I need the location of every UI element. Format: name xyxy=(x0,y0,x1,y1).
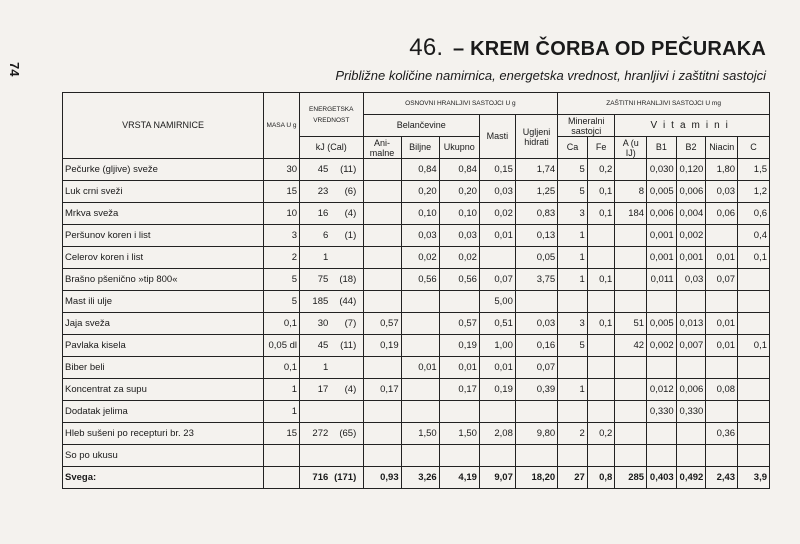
cell-c: 0,1 xyxy=(738,247,770,269)
cell-anim xyxy=(363,159,401,181)
cell-b1: 0,403 xyxy=(647,467,677,489)
header-ukupno: Ukupno xyxy=(439,137,479,159)
cell-b1: 0,002 xyxy=(647,335,677,357)
cell-nia xyxy=(706,401,738,423)
cell-energy xyxy=(300,313,363,335)
cell-energy xyxy=(300,445,363,467)
cell-a xyxy=(615,357,647,379)
cell-nia: 2,43 xyxy=(706,467,738,489)
header-kj: kJ xyxy=(315,142,325,152)
cell-fe xyxy=(587,247,615,269)
cell-b2: 0,006 xyxy=(676,181,706,203)
cell-bilj: 0,84 xyxy=(401,159,439,181)
cell-masa: 5 xyxy=(264,269,300,291)
header-c: C xyxy=(738,137,770,159)
cell-name: Jaja sveža xyxy=(63,313,264,335)
cell-bilj xyxy=(401,445,439,467)
cell-bilj: 0,10 xyxy=(401,203,439,225)
cell-fe xyxy=(587,357,615,379)
page-subtitle: Približne količine namirnica, energetska vrednost, hranljivi i zaštitni sastojci xyxy=(335,68,766,83)
cell-masa: 0,1 xyxy=(264,357,300,379)
cell-c xyxy=(738,401,770,423)
cell-uk: 0,84 xyxy=(439,159,479,181)
cell-name: Pečurke (gljive) sveže xyxy=(63,159,264,181)
cell-nia: 0,01 xyxy=(706,335,738,357)
cell-name: Pavlaka kisela xyxy=(63,335,264,357)
cell-anim xyxy=(363,203,401,225)
cell-bilj: 1,50 xyxy=(401,423,439,445)
header-b2: B2 xyxy=(676,137,706,159)
table-row xyxy=(63,159,770,181)
cell-nia: 0,06 xyxy=(706,203,738,225)
cell-anim: 0,19 xyxy=(363,335,401,357)
cell-nia xyxy=(706,445,738,467)
cell-ugh: 18,20 xyxy=(515,467,557,489)
cell-c xyxy=(738,269,770,291)
cell-kj: 45 xyxy=(317,340,329,351)
cell-ugh: 9,80 xyxy=(515,423,557,445)
cell-a: 42 xyxy=(615,335,647,357)
cell-uk: 1,50 xyxy=(439,423,479,445)
cell-masti: 2,08 xyxy=(479,423,515,445)
cell-cal: (65) xyxy=(339,428,357,439)
cell-nia: 0,08 xyxy=(706,379,738,401)
page-title xyxy=(409,34,766,62)
cell-b2: 0,03 xyxy=(676,269,706,291)
cell-anim: 0,17 xyxy=(363,379,401,401)
cell-a xyxy=(615,269,647,291)
cell-c: 0,4 xyxy=(738,225,770,247)
table-row xyxy=(63,401,770,423)
cell-b2 xyxy=(676,357,706,379)
table-row xyxy=(63,225,770,247)
cell-masti: 0,01 xyxy=(479,225,515,247)
cell-b1 xyxy=(647,445,677,467)
cell-ugh xyxy=(515,445,557,467)
header-kj-cal xyxy=(300,137,363,159)
header-ugljeni: Ugljeni hidrati xyxy=(515,115,557,159)
cell-masa xyxy=(264,467,300,489)
cell-bilj xyxy=(401,401,439,423)
cell-energy xyxy=(300,401,363,423)
cell-uk: 0,10 xyxy=(439,203,479,225)
cell-ca xyxy=(558,357,588,379)
cell-b2: 0,492 xyxy=(676,467,706,489)
cell-b2: 0,013 xyxy=(676,313,706,335)
cell-energy xyxy=(300,291,363,313)
cell-b2 xyxy=(676,445,706,467)
cell-kj: 6 xyxy=(322,230,329,241)
cell-bilj xyxy=(401,313,439,335)
cell-kj: 45 xyxy=(317,164,329,175)
cell-name: Hleb sušeni po recepturi br. 23 xyxy=(63,423,264,445)
table-row xyxy=(63,357,770,379)
cell-bilj: 0,02 xyxy=(401,247,439,269)
page-number: 74 xyxy=(7,62,22,77)
cell-uk: 0,17 xyxy=(439,379,479,401)
table-row xyxy=(63,203,770,225)
cell-c xyxy=(738,291,770,313)
cell-cal: (4) xyxy=(344,208,357,219)
cell-c xyxy=(738,423,770,445)
cell-energy xyxy=(300,335,363,357)
cell-energy xyxy=(300,467,363,489)
cell-b2: 0,004 xyxy=(676,203,706,225)
cell-cal: (1) xyxy=(344,230,357,241)
cell-anim xyxy=(363,445,401,467)
cell-fe xyxy=(587,291,615,313)
cell-c xyxy=(738,313,770,335)
cell-energy xyxy=(300,269,363,291)
cell-cal: (7) xyxy=(344,318,357,329)
cell-c xyxy=(738,445,770,467)
header-ca: Ca xyxy=(558,137,588,159)
cell-masti: 0,02 xyxy=(479,203,515,225)
cell-masa: 15 xyxy=(264,181,300,203)
cell-ca: 1 xyxy=(558,269,588,291)
cell-fe: 0,2 xyxy=(587,159,615,181)
cell-uk: 0,57 xyxy=(439,313,479,335)
table-row xyxy=(63,247,770,269)
cell-name: Biber beli xyxy=(63,357,264,379)
cell-masti: 0,01 xyxy=(479,357,515,379)
table-row xyxy=(63,291,770,313)
cell-fe: 0,1 xyxy=(587,313,615,335)
header-masa: MASA U g xyxy=(264,93,300,159)
cell-ca xyxy=(558,445,588,467)
table-row xyxy=(63,379,770,401)
cell-ca: 5 xyxy=(558,335,588,357)
cell-ca: 27 xyxy=(558,467,588,489)
cell-masti: 1,00 xyxy=(479,335,515,357)
cell-energy xyxy=(300,379,363,401)
cell-cal: (11) xyxy=(340,164,357,175)
cell-b2: 0,007 xyxy=(676,335,706,357)
cell-b1: 0,001 xyxy=(647,225,677,247)
cell-kj: 17 xyxy=(317,384,329,395)
cell-name: Koncentrat za supu xyxy=(63,379,264,401)
cell-b2 xyxy=(676,423,706,445)
table-row xyxy=(63,269,770,291)
cell-cal: (6) xyxy=(344,186,357,197)
cell-bilj xyxy=(401,291,439,313)
header-mineralni: Mineralni sastojci xyxy=(558,115,615,137)
cell-a xyxy=(615,247,647,269)
cell-b2: 0,330 xyxy=(676,401,706,423)
cell-cal: (171) xyxy=(334,472,357,483)
cell-ugh: 0,05 xyxy=(515,247,557,269)
header-fe: Fe xyxy=(587,137,615,159)
cell-b1 xyxy=(647,291,677,313)
cell-name: Mrkva sveža xyxy=(63,203,264,225)
cell-c: 3,9 xyxy=(738,467,770,489)
cell-fe: 0,1 xyxy=(587,269,615,291)
cell-anim xyxy=(363,181,401,203)
cell-b1: 0,011 xyxy=(647,269,677,291)
cell-a: 184 xyxy=(615,203,647,225)
cell-a: 51 xyxy=(615,313,647,335)
cell-masa: 2 xyxy=(264,247,300,269)
cell-fe: 0,8 xyxy=(587,467,615,489)
cell-fe xyxy=(587,335,615,357)
cell-kj: 30 xyxy=(317,318,329,329)
cell-a xyxy=(615,423,647,445)
header-belancevine: Belančevine xyxy=(363,115,479,137)
cell-b1: 0,006 xyxy=(647,203,677,225)
cell-uk: 4,19 xyxy=(439,467,479,489)
cell-ca: 5 xyxy=(558,181,588,203)
cell-b1 xyxy=(647,423,677,445)
cell-energy xyxy=(300,423,363,445)
header-energetska: ENERGETSKA VREDNOST xyxy=(300,93,363,137)
cell-kj: 75 xyxy=(317,274,329,285)
cell-name: So po ukusu xyxy=(63,445,264,467)
cell-masti: 0,15 xyxy=(479,159,515,181)
cell-uk: 0,56 xyxy=(439,269,479,291)
cell-ugh: 1,74 xyxy=(515,159,557,181)
cell-bilj: 3,26 xyxy=(401,467,439,489)
header-vrsta: VRSTA NAMIRNICE xyxy=(63,93,264,159)
cell-fe xyxy=(587,401,615,423)
cell-uk xyxy=(439,291,479,313)
cell-cal: (11) xyxy=(340,340,357,351)
cell-c: 0,1 xyxy=(738,335,770,357)
recipe-title: – KREM ČORBA OD PEČURAKA xyxy=(453,38,766,60)
cell-uk: 0,19 xyxy=(439,335,479,357)
cell-name: Luk crni sveži xyxy=(63,181,264,203)
cell-kj: 272 xyxy=(312,428,329,439)
cell-fe xyxy=(587,225,615,247)
table-row xyxy=(63,335,770,357)
cell-a xyxy=(615,291,647,313)
cell-bilj xyxy=(401,335,439,357)
cell-masa: 15 xyxy=(264,423,300,445)
cell-b1: 0,005 xyxy=(647,181,677,203)
cell-nia xyxy=(706,357,738,379)
cell-anim xyxy=(363,247,401,269)
cell-uk: 0,01 xyxy=(439,357,479,379)
cell-ca xyxy=(558,401,588,423)
table-row xyxy=(63,181,770,203)
cell-uk xyxy=(439,445,479,467)
cell-masti: 5,00 xyxy=(479,291,515,313)
cell-ca: 1 xyxy=(558,379,588,401)
cell-nia: 0,01 xyxy=(706,247,738,269)
cell-c xyxy=(738,379,770,401)
cell-anim xyxy=(363,269,401,291)
cell-name: Celerov koren i list xyxy=(63,247,264,269)
cell-kj: 716 xyxy=(312,472,329,483)
cell-uk xyxy=(439,401,479,423)
cell-name: Peršunov koren i list xyxy=(63,225,264,247)
cell-nia xyxy=(706,291,738,313)
cell-c: 1,2 xyxy=(738,181,770,203)
cell-masti: 0,51 xyxy=(479,313,515,335)
cell-a: 285 xyxy=(615,467,647,489)
cell-masti: 0,19 xyxy=(479,379,515,401)
cell-fe: 0,2 xyxy=(587,423,615,445)
cell-ugh: 0,16 xyxy=(515,335,557,357)
cell-fe xyxy=(587,379,615,401)
cell-name: Mast ili ulje xyxy=(63,291,264,313)
cell-ca xyxy=(558,291,588,313)
cell-masti: 0,03 xyxy=(479,181,515,203)
cell-anim xyxy=(363,357,401,379)
cell-kj: 1 xyxy=(322,362,329,373)
cell-masa: 10 xyxy=(264,203,300,225)
cell-ca: 1 xyxy=(558,247,588,269)
cell-anim xyxy=(363,401,401,423)
cell-anim: 0,93 xyxy=(363,467,401,489)
cell-energy xyxy=(300,247,363,269)
cell-ugh: 0,03 xyxy=(515,313,557,335)
header-osnovni: OSNOVNI HRANLJIVI SASTOJCI U g xyxy=(363,93,558,115)
cell-kj: 1 xyxy=(322,252,329,263)
cell-kj: 185 xyxy=(312,296,329,307)
cell-uk: 0,20 xyxy=(439,181,479,203)
table-row xyxy=(63,423,770,445)
cell-name: Dodatak jelima xyxy=(63,401,264,423)
cell-bilj: 0,20 xyxy=(401,181,439,203)
cell-a xyxy=(615,159,647,181)
cell-masa: 30 xyxy=(264,159,300,181)
cell-masa: 1 xyxy=(264,401,300,423)
cell-masa: 0,1 xyxy=(264,313,300,335)
table-header xyxy=(63,93,770,159)
cell-masti xyxy=(479,247,515,269)
cell-ugh: 1,25 xyxy=(515,181,557,203)
cell-kj: 23 xyxy=(317,186,329,197)
cell-b2: 0,001 xyxy=(676,247,706,269)
header-niacin: Niacin xyxy=(706,137,738,159)
cell-ugh: 3,75 xyxy=(515,269,557,291)
cell-fe xyxy=(587,445,615,467)
cell-masa: 1 xyxy=(264,379,300,401)
cell-nia: 0,01 xyxy=(706,313,738,335)
cell-c xyxy=(738,357,770,379)
cell-a xyxy=(615,401,647,423)
cell-ca: 5 xyxy=(558,159,588,181)
cell-a: 8 xyxy=(615,181,647,203)
cell-b1: 0,001 xyxy=(647,247,677,269)
cell-b2: 0,002 xyxy=(676,225,706,247)
cell-b1 xyxy=(647,357,677,379)
cell-masa: 3 xyxy=(264,225,300,247)
cell-energy xyxy=(300,203,363,225)
cell-b1: 0,012 xyxy=(647,379,677,401)
cell-ca: 1 xyxy=(558,225,588,247)
cell-nia: 0,36 xyxy=(706,423,738,445)
cell-anim xyxy=(363,423,401,445)
header-zastitni: ZAŠTITNI HRANLJIVI SASTOJCI U mg xyxy=(558,93,770,115)
cell-ugh: 0,13 xyxy=(515,225,557,247)
cell-bilj: 0,03 xyxy=(401,225,439,247)
cell-energy xyxy=(300,225,363,247)
cell-nia: 0,07 xyxy=(706,269,738,291)
cell-c: 0,6 xyxy=(738,203,770,225)
cell-energy xyxy=(300,357,363,379)
cell-masa: 0,05 dl xyxy=(264,335,300,357)
header-biljne: Biljne xyxy=(401,137,439,159)
cell-uk: 0,02 xyxy=(439,247,479,269)
cell-a xyxy=(615,379,647,401)
cell-c: 1,5 xyxy=(738,159,770,181)
table-row xyxy=(63,313,770,335)
cell-name: Svega: xyxy=(63,467,264,489)
cell-nia xyxy=(706,225,738,247)
cell-fe: 0,1 xyxy=(587,181,615,203)
cell-nia: 1,80 xyxy=(706,159,738,181)
cell-masti: 9,07 xyxy=(479,467,515,489)
cell-masa: 5 xyxy=(264,291,300,313)
cell-uk: 0,03 xyxy=(439,225,479,247)
cell-b1: 0,030 xyxy=(647,159,677,181)
cell-cal: (18) xyxy=(339,274,357,285)
cell-ca: 3 xyxy=(558,203,588,225)
cell-ca: 3 xyxy=(558,313,588,335)
cell-bilj: 0,01 xyxy=(401,357,439,379)
cell-ca: 2 xyxy=(558,423,588,445)
cell-masti xyxy=(479,401,515,423)
cell-cal: (44) xyxy=(339,296,357,307)
recipe-number: 46. xyxy=(409,34,444,61)
cell-energy xyxy=(300,181,363,203)
cell-ugh: 0,07 xyxy=(515,357,557,379)
header-b1: B1 xyxy=(647,137,677,159)
cell-b1: 0,005 xyxy=(647,313,677,335)
cell-nia: 0,03 xyxy=(706,181,738,203)
table-row xyxy=(63,445,770,467)
cell-masa xyxy=(264,445,300,467)
header-animalne: Ani-malne xyxy=(363,137,401,159)
cell-energy xyxy=(300,159,363,181)
cell-anim xyxy=(363,291,401,313)
cell-cal: (4) xyxy=(344,384,357,395)
cell-bilj xyxy=(401,379,439,401)
cell-b1: 0,330 xyxy=(647,401,677,423)
cell-name: Brašno pšenično »tip 800« xyxy=(63,269,264,291)
cell-ugh: 0,83 xyxy=(515,203,557,225)
cell-masti: 0,07 xyxy=(479,269,515,291)
cell-ugh xyxy=(515,401,557,423)
total-row xyxy=(63,467,770,489)
header-cal: (Cal) xyxy=(327,142,347,152)
cell-masti xyxy=(479,445,515,467)
table-body xyxy=(63,159,770,489)
cell-a xyxy=(615,445,647,467)
header-vitamini: Vitamini xyxy=(615,115,770,137)
cell-anim: 0,57 xyxy=(363,313,401,335)
nutrition-table xyxy=(62,92,770,489)
cell-b2: 0,006 xyxy=(676,379,706,401)
header-a: A (u IJ) xyxy=(615,137,647,159)
cell-ugh: 0,39 xyxy=(515,379,557,401)
cell-b2 xyxy=(676,291,706,313)
cell-anim xyxy=(363,225,401,247)
cell-b2: 0,120 xyxy=(676,159,706,181)
cell-a xyxy=(615,225,647,247)
cell-kj: 16 xyxy=(317,208,329,219)
header-masti: Masti xyxy=(479,115,515,159)
cell-ugh xyxy=(515,291,557,313)
cell-fe: 0,1 xyxy=(587,203,615,225)
cell-bilj: 0,56 xyxy=(401,269,439,291)
